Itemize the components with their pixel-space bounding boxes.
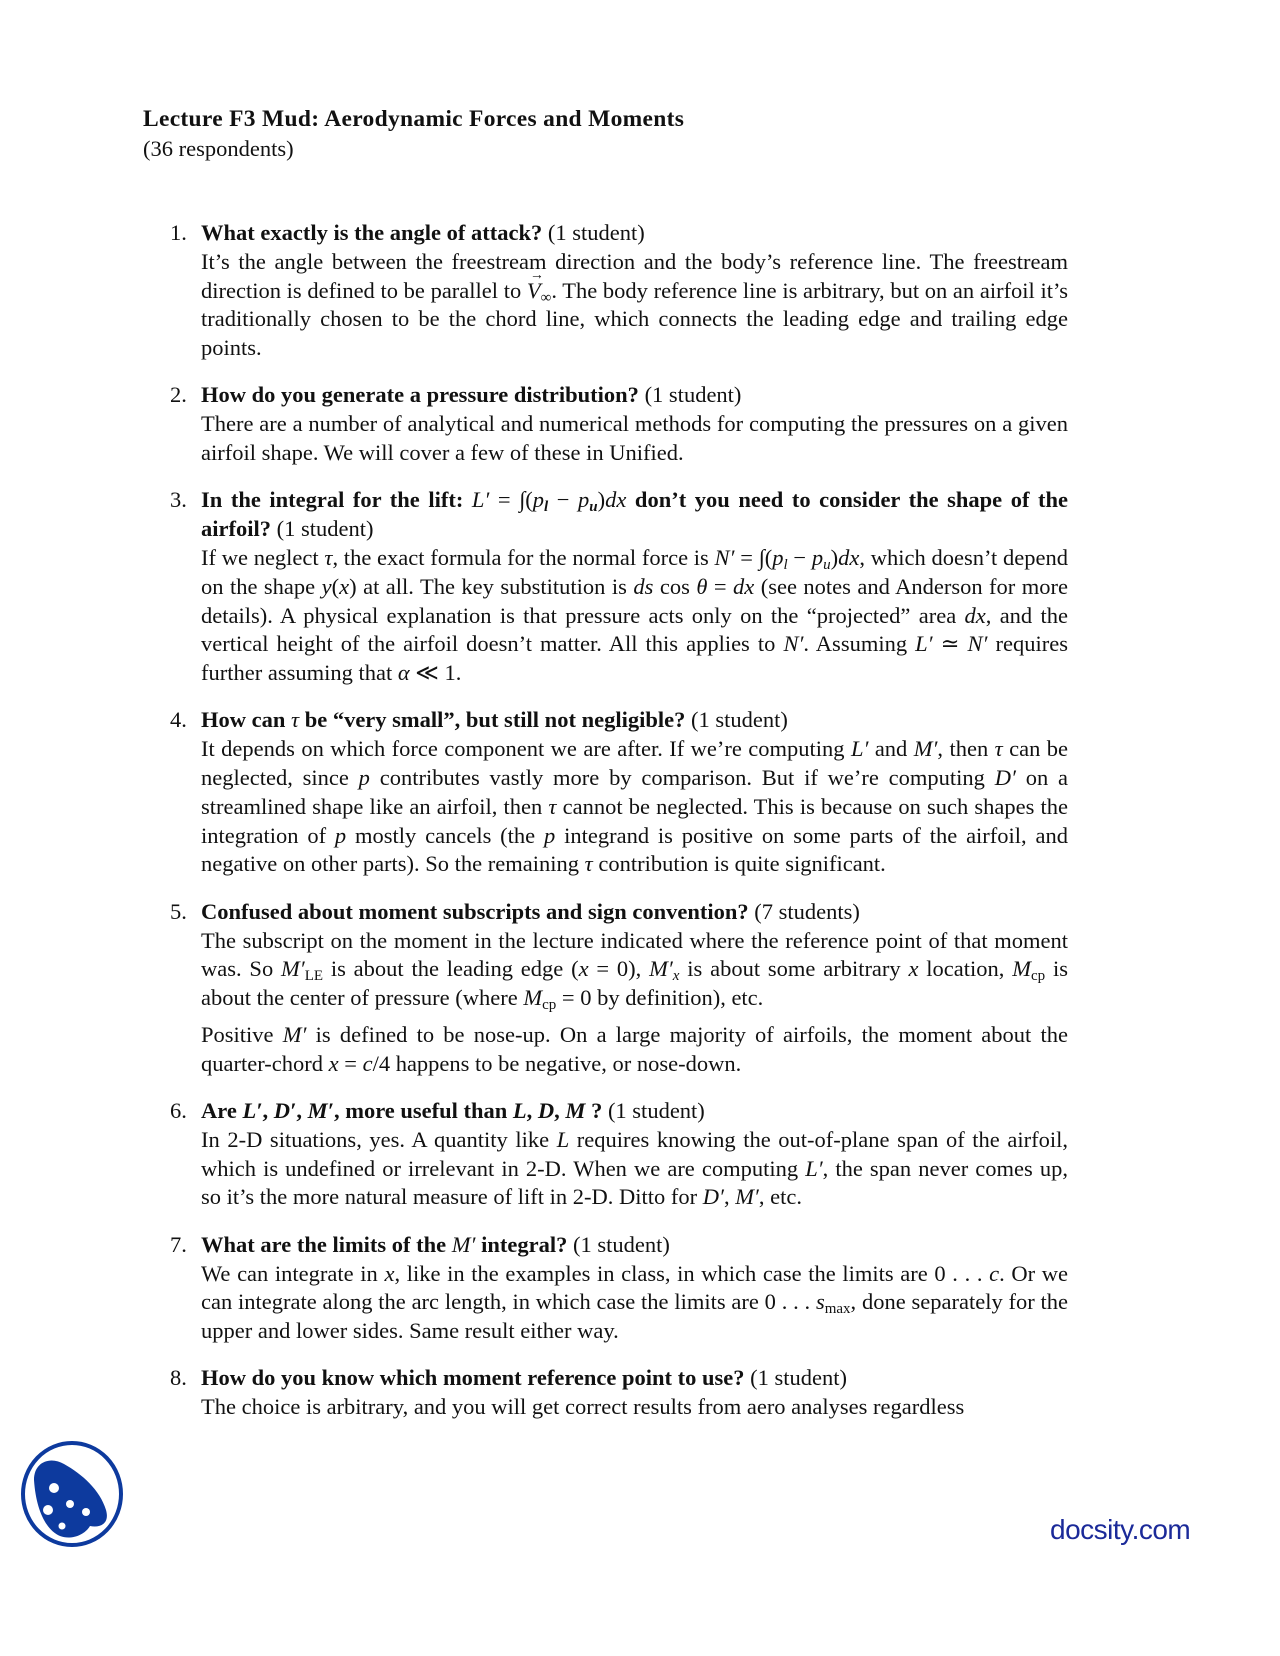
item-number: 2. <box>170 382 187 408</box>
text-run: location, <box>918 956 1013 982</box>
text-run: . Assuming <box>803 631 916 657</box>
text-run: , the span never comes up, so it’s the more natural measure of lift in 2-D. Ditto for <box>201 1155 1068 1210</box>
student-count: (1 student) <box>607 1098 705 1124</box>
question-heading <box>201 1097 1068 1126</box>
question-heading <box>201 898 1068 927</box>
answer-paragraph <box>201 410 1068 468</box>
text-run: What are the limits of the <box>201 1231 452 1257</box>
item-number: 7. <box>170 1231 187 1257</box>
list-item <box>170 898 1068 1079</box>
page-title: Lecture F3 Mud: Aerodynamic Forces and Moments <box>143 106 685 132</box>
answer-paragraph <box>201 1260 1068 1346</box>
math-symbol: M′ <box>735 1184 759 1210</box>
text-run: What exactly is the angle of attack? <box>201 220 543 245</box>
math-symbol: c <box>989 1260 1000 1286</box>
student-count: (1 student) <box>644 382 742 408</box>
math-symbol: M′ <box>307 1098 334 1124</box>
text-run: cos <box>653 573 697 599</box>
text-run: It’s the angle between the freestream direction and the body’s reference line. The freestream direction is defined to be parallel to <box>201 248 1068 303</box>
text-run: , then <box>937 736 995 762</box>
text-run: = <box>338 1050 363 1076</box>
math-symbol: L′ <box>915 631 933 657</box>
list-item <box>170 381 1068 467</box>
math-symbol: L′ <box>850 736 869 762</box>
text-run: How can <box>201 707 291 733</box>
text-run: We can integrate in <box>201 1260 385 1286</box>
math-symbol: θ <box>696 573 708 599</box>
text-run: is about some arbitrary <box>679 956 909 982</box>
item-number: 3. <box>170 487 187 513</box>
text-run: integrand is positive on some parts of the airfoil, and negative on other parts). So the remaining <box>201 822 1069 877</box>
text-run: The choice is arbitrary, and you will get correct results from aero analyses regardless <box>201 1394 965 1420</box>
math-symbol: x <box>328 1050 339 1076</box>
math-symbol: x <box>339 573 350 599</box>
list-item <box>170 486 1068 688</box>
math-symbol: L′ <box>471 487 490 513</box>
text-run: The subscript on the moment in the lecture indicated where the reference point of that moment was. So <box>201 927 1068 982</box>
math-symbol: ds <box>633 573 654 599</box>
text-run: , which doesn’t depend on the shape <box>201 544 1068 599</box>
text-run: requires knowing the out-of-plane span of the airfoil, which is undefined or irrelevant in 2-D. When we are computing <box>201 1126 1068 1181</box>
list-item <box>170 1097 1068 1212</box>
text-run: integral? <box>475 1231 568 1257</box>
math-symbol: p <box>358 765 370 791</box>
math-symbol: M′ <box>649 956 673 982</box>
question-heading <box>201 486 1068 544</box>
text-run: contribution is quite significant. <box>592 851 886 877</box>
text-run: , <box>262 1098 274 1124</box>
text-run: = <box>707 573 734 599</box>
math-symbol: M <box>565 1098 586 1124</box>
question-list <box>170 219 1068 1440</box>
text-run: . Or we can integrate along the arc length, in which case the limits are 0 . . . <box>201 1260 1068 1315</box>
answer-paragraph <box>201 735 1068 879</box>
answer-paragraph <box>201 1126 1068 1212</box>
answer-paragraph <box>201 1021 1068 1079</box>
text-run: , and the vertical height of the airfoil doesn’t matter. All this applies to <box>201 602 1068 657</box>
math-symbol: p <box>544 822 556 848</box>
list-item <box>170 1364 1068 1422</box>
math-symbol: L′ <box>242 1098 263 1124</box>
text-run: , etc. <box>758 1184 802 1210</box>
math-symbol: cp <box>1030 968 1046 985</box>
question-heading <box>201 1231 1068 1260</box>
student-count: (1 student) <box>572 1231 670 1257</box>
text-run: In 2-D situations, yes. A quantity like <box>201 1126 557 1152</box>
text-run: can be neglected, since <box>201 736 1068 791</box>
math-symbol: c <box>362 1050 373 1076</box>
text-run: cannot be neglected. This is because on such shapes the integration of <box>201 793 1068 848</box>
text-run: It depends on which force component we are after. If we’re computing <box>201 736 851 762</box>
student-count: (7 students) <box>754 898 860 924</box>
math-symbol: L <box>556 1126 570 1152</box>
math-symbol: D <box>537 1098 555 1124</box>
text-run: , done separately for the upper and lower sides. Same result either way. <box>201 1289 1068 1344</box>
question-heading <box>201 706 1068 735</box>
text-run: How do you generate a pressure distribution? <box>201 382 639 408</box>
list-item <box>170 706 1068 879</box>
text-run: , <box>554 1098 566 1124</box>
text-run: ) <box>830 544 839 570</box>
student-count: (1 student) <box>276 516 374 542</box>
item-number: 4. <box>170 707 187 733</box>
question-heading <box>201 381 1068 410</box>
math-symbol: u <box>823 556 831 573</box>
math-symbol: dx <box>838 544 860 570</box>
math-symbol: τ <box>324 544 333 570</box>
math-symbol: max <box>824 1301 851 1318</box>
text-run: Confused about moment subscripts and sign convention? <box>201 898 749 924</box>
math-symbol: N′ <box>714 544 735 570</box>
text-run: requires further assuming that <box>201 631 1069 686</box>
math-symbol: M′ <box>282 1021 307 1047</box>
math-symbol: τ <box>584 851 593 877</box>
text-run: , more useful than <box>333 1098 513 1124</box>
math-symbol: D′ <box>273 1098 297 1124</box>
item-number: 8. <box>170 1365 187 1391</box>
math-symbol: D′ <box>994 765 1016 791</box>
text-run: In the integral for the lift: <box>201 487 472 513</box>
math-symbol: L <box>512 1098 527 1124</box>
text-run: ) at all. The key substitution is <box>349 573 634 599</box>
math-symbol: dx <box>733 573 755 599</box>
text-run: ( <box>331 573 340 599</box>
answer-paragraph <box>201 248 1068 363</box>
math-symbol: p <box>811 544 824 570</box>
text-run: be “very small”, but still not negligible? <box>299 707 686 733</box>
math-symbol: x <box>384 1260 395 1286</box>
math-symbol: M′ <box>913 736 938 762</box>
math-symbol: ) <box>597 487 606 513</box>
math-symbol: − <box>548 487 579 513</box>
text-run: There are a number of analytical and numerical methods for computing the pressures on a given airfoil shape. We will cover a few of these in Unified. <box>201 411 1068 466</box>
math-symbol: ∞ <box>540 289 552 306</box>
student-count: (1 student) <box>750 1365 848 1391</box>
text-run: = 0), <box>588 956 650 982</box>
answer-paragraph <box>201 1393 1068 1422</box>
text-run: Positive <box>201 1021 283 1047</box>
math-symbol: N′ <box>783 631 804 657</box>
text-run: , the exact formula for the normal force is <box>332 544 715 570</box>
text-run: = 0 by definition), etc. <box>556 985 764 1011</box>
math-symbol: p <box>772 544 784 570</box>
math-symbol: τ <box>548 793 557 819</box>
math-symbol: M <box>1012 956 1031 982</box>
student-count: (1 student) <box>547 220 645 245</box>
math-symbol: p <box>532 487 545 513</box>
list-item <box>170 1231 1068 1346</box>
math-symbol: M′ <box>451 1231 476 1257</box>
text-run: , <box>723 1184 736 1210</box>
math-symbol: LE <box>304 968 324 985</box>
math-symbol: M′ <box>281 956 305 982</box>
docsity-brand-link[interactable]: docsity.com <box>1050 1514 1191 1545</box>
answer-paragraph <box>201 927 1068 1013</box>
math-symbol: x <box>908 956 919 982</box>
math-symbol: τ <box>291 707 300 733</box>
text-run: − <box>787 544 812 570</box>
question-heading <box>201 1364 1068 1393</box>
text-run: How do you know which moment reference point to use? <box>201 1365 745 1391</box>
math-symbol: y <box>321 573 332 599</box>
math-symbol: dx <box>964 602 986 628</box>
text-run: on a streamlined shape like an airfoil, then <box>201 765 1068 819</box>
math-symbol: x <box>672 968 680 985</box>
math-symbol: dx <box>605 487 627 513</box>
student-count: (1 student) <box>690 707 788 733</box>
respondents-count: (36 respondents) <box>143 136 294 161</box>
text-run: is about the leading edge ( <box>323 956 579 982</box>
text-run: /4 happens to be negative, or nose-down. <box>372 1050 742 1076</box>
list-item <box>170 219 1068 363</box>
text-run: (see notes and Anderson for more details). A physical explanation is that pressure acts only on the “projected” area <box>201 573 1068 628</box>
math-symbol: p <box>334 822 347 848</box>
text-run: ≪ 1. <box>409 660 462 686</box>
math-symbol: x <box>578 956 589 982</box>
math-symbol: α <box>397 660 410 686</box>
math-symbol: N′ <box>967 631 988 657</box>
text-run: ? <box>585 1098 603 1124</box>
item-number: 5. <box>170 898 187 924</box>
math-symbol: l <box>544 499 549 516</box>
question-heading <box>201 219 1068 248</box>
text-run: , <box>526 1098 538 1124</box>
text-run: If we neglect <box>201 544 325 570</box>
math-symbol: s <box>815 1289 825 1315</box>
math-symbol: D′ <box>702 1184 724 1210</box>
text-run: don’t you need to consider the shape of the airfoil? <box>201 487 1068 542</box>
text-run: is about the center of pressure (where <box>201 956 1068 1011</box>
math-symbol: = ∫( <box>489 487 533 513</box>
math-symbol: → V <box>527 277 541 306</box>
text-run: mostly cancels (the <box>346 822 545 848</box>
text-run: , like in the examples in class, in which case the limits are 0 . . . <box>394 1260 990 1286</box>
item-number: 6. <box>170 1098 187 1124</box>
math-symbol: L′ <box>805 1155 823 1181</box>
math-symbol: p <box>578 487 590 513</box>
docsity-logo-icon[interactable] <box>20 1440 124 1548</box>
math-symbol: M <box>523 985 543 1011</box>
item-number: 1. <box>170 220 187 245</box>
text-run: Are <box>201 1098 243 1124</box>
text-run: contributes vastly more by comparison. But if we’re computing <box>369 765 995 791</box>
math-symbol: l <box>783 556 788 573</box>
answer-paragraph <box>201 544 1068 688</box>
text-run: , <box>296 1098 308 1124</box>
text-run: . The body reference line is arbitrary, but on an airfoil it’s traditionally chosen to be the chord line, which connects the leading edge and trailing edge points. <box>201 277 1068 361</box>
text-run: = ∫( <box>734 544 773 570</box>
math-symbol: u <box>589 499 598 516</box>
math-symbol: τ <box>994 736 1003 762</box>
text-run: ≃ <box>932 631 968 657</box>
text-run: is defined to be nose-up. On a large majority of airfoils, the moment about the quarter-chord <box>201 1021 1069 1076</box>
math-symbol: cp <box>542 997 557 1014</box>
text-run: and <box>868 736 914 762</box>
